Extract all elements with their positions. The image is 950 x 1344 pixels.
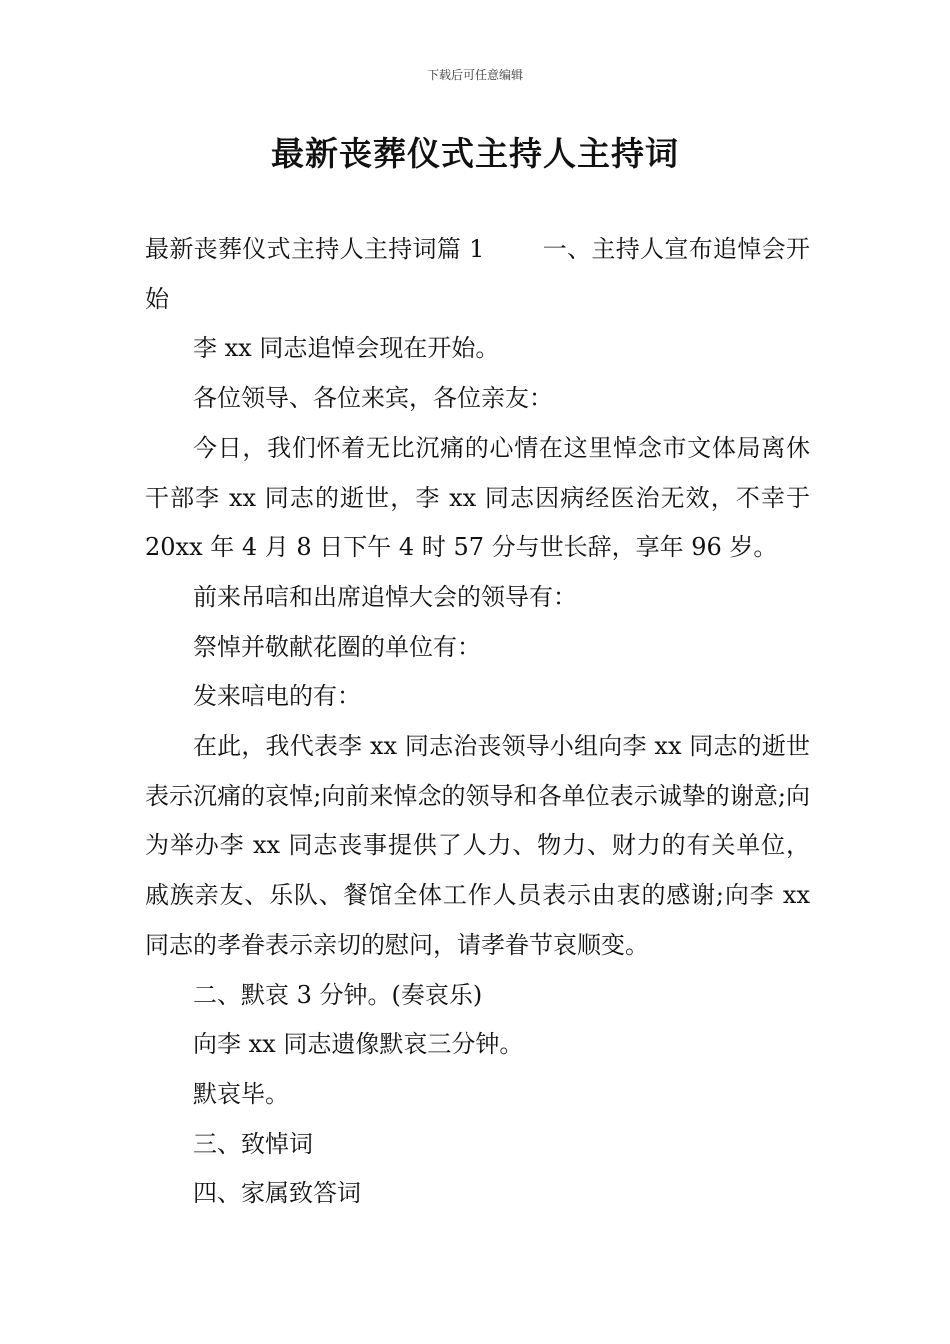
document-title: 最新丧葬仪式主持人主持词 [271, 134, 679, 173]
paragraph: 各位领导、各位来宾，各位亲友： [193, 384, 553, 413]
paragraph: 祭悼并敬献花圈的单位有： [193, 632, 481, 661]
header-note: 下载后可任意编辑 [426, 68, 523, 82]
paragraph: 四、家属致答词 [193, 1179, 361, 1208]
first-paragraph [145, 225, 810, 324]
document-body [145, 225, 810, 1219]
paragraph: 今日，我们怀着无比沉痛的心情在这里悼念市文体局离休干部李 xx 同志的逝世，李 xx 同志因病经医治无效，不幸于 20xx 年 4 月 8 日下午 4 时 57 分与世长辞，享年 96 岁。 [145, 433, 810, 562]
paragraph: 前来吊唁和出席追悼大会的领导有： [193, 582, 577, 611]
paragraph: 李 xx 同志追悼会现在开始。 [193, 334, 500, 363]
paragraph: 三、致悼词 [193, 1129, 313, 1158]
paragraph: 向李 xx 同志遗像默哀三分钟。 [193, 1030, 524, 1059]
paragraph: 默哀毕。 [193, 1079, 289, 1108]
paragraph: 发来唁电的有： [193, 682, 361, 711]
paragraph: 二、默哀 3 分钟。(奏哀乐) [193, 980, 483, 1009]
item-heading: 一、主持人宣布追悼会开始 [145, 235, 810, 313]
paragraph: 在此，我代表李 xx 同志治丧领导小组向李 xx 同志的逝世表示沉痛的哀悼;向前来悼念的领导和各单位表示诚挚的谢意;向为举办李 xx 同志丧事提供了人力、物力、财力的有关单位，戚族亲友、乐队、餐馆全体工作人员表示由衷的感谢;向李 xx 同志的孝眷表示亲切的慰问，请孝眷节哀顺变。 [145, 732, 810, 959]
section-heading: 最新丧葬仪式主持人主持词篇 1 [145, 235, 485, 263]
